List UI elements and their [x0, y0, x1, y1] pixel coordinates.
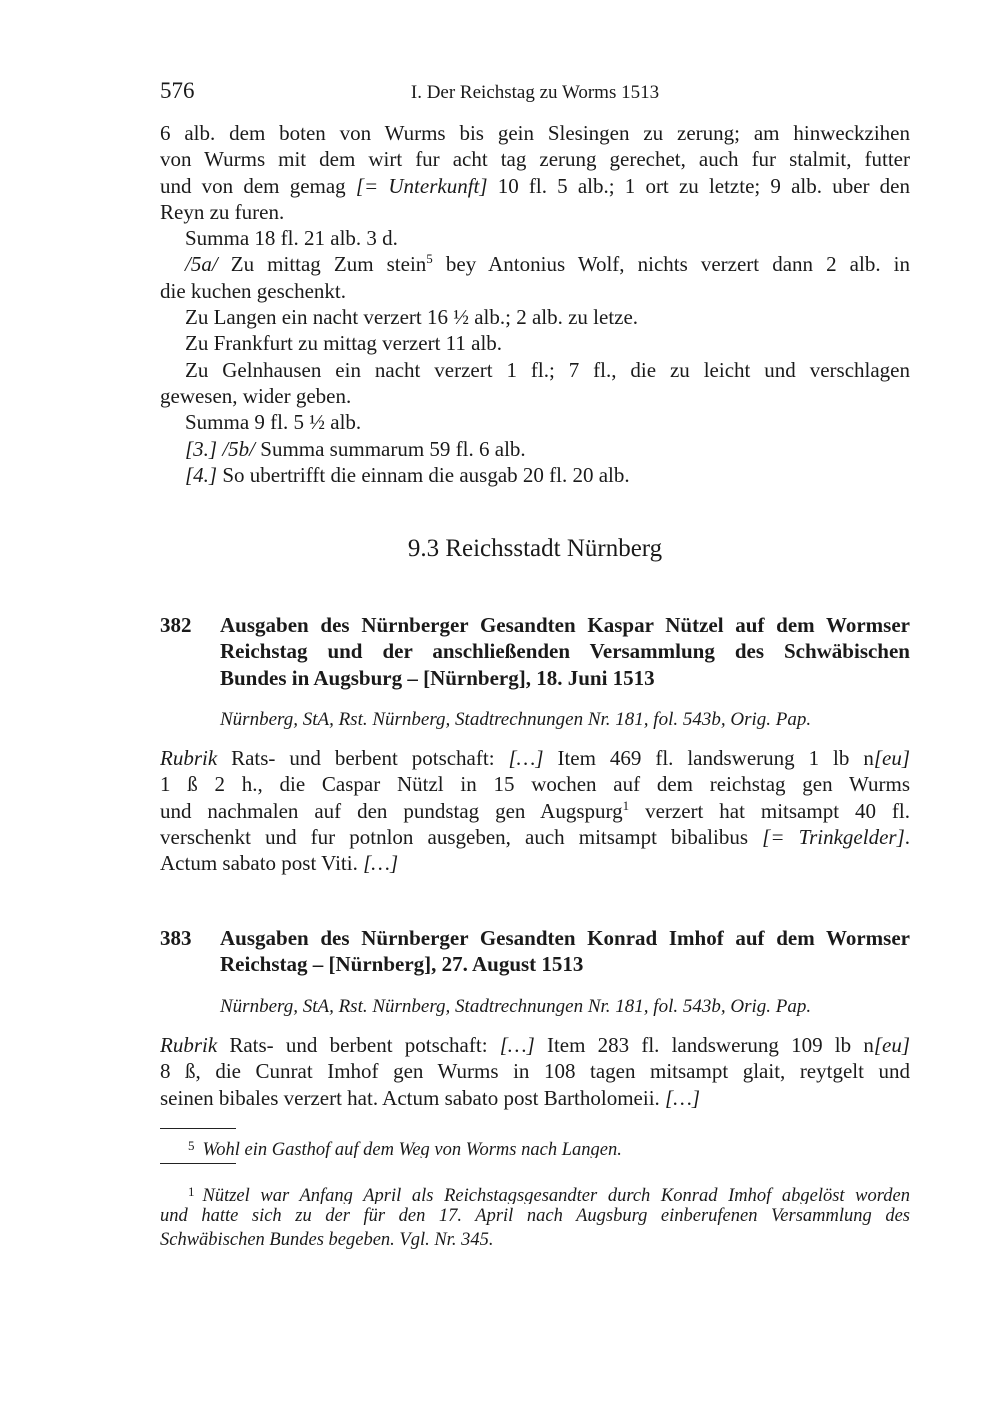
text-line — [160, 304, 910, 330]
text-line — [160, 330, 910, 356]
text-line — [160, 1032, 910, 1058]
text-segment: [eu] — [873, 746, 910, 770]
entry-body — [160, 745, 910, 876]
text-line — [160, 436, 910, 462]
text-segment: die kuchen geschenkt. — [160, 278, 347, 303]
text-segment: Ausgaben des Nürnberger Gesandten Kaspar Nützel auf dem Wormser — [220, 613, 910, 637]
text-line — [160, 850, 910, 876]
running-title: I. Der Reichstag zu Worms 1513 — [410, 82, 660, 103]
body-text-continued — [160, 120, 910, 488]
text-segment: Rats- und berbent potschaft: — [217, 1033, 500, 1057]
text-line — [160, 771, 910, 797]
footnote-line — [160, 1228, 910, 1252]
text-segment: Summa 18 fl. 21 alb. 3 d. — [185, 226, 398, 251]
text-line — [160, 409, 910, 435]
footnote-rule — [160, 1163, 236, 1164]
text-line — [220, 951, 910, 977]
entry-number: 382 — [160, 613, 192, 637]
text-segment: Summa summarum 59 fl. 6 alb. — [255, 436, 526, 461]
text-segment: seinen bibales verzert hat. Actum sabato post Bartholomeii. — [160, 1085, 666, 1110]
text-segment: [eu] — [873, 1033, 910, 1057]
footnote-number: 1 — [188, 1184, 195, 1199]
section-title: 9.3 Reichsstadt Nürnberg — [407, 535, 663, 562]
text-segment: Bundes in Augsburg – [Nürnberg], 18. Juni 1513 — [220, 665, 655, 690]
footnote-line — [160, 1180, 910, 1204]
text-segment: [= Unterkunft] — [355, 173, 488, 198]
footnote-text: Wohl ein Gasthof auf dem Weg von Worms nach Langen. — [202, 1140, 622, 1158]
text-line — [160, 199, 910, 225]
text-segment: [4.] — [185, 462, 218, 487]
text-line — [220, 638, 910, 664]
text-line — [160, 745, 910, 771]
footnote-5 — [160, 1134, 910, 1158]
text-line — [220, 612, 910, 638]
text-segment: Zu mittag Zum stein — [217, 252, 427, 277]
text-segment: Item 469 fl. landswerung 1 lb n — [543, 746, 874, 770]
text-line — [160, 462, 910, 488]
footnote-text: und hatte sich zu der für den 17. April nach Augsburg einberufenen Versammlung des — [160, 1206, 910, 1226]
text-segment: Actum sabato post Viti. — [160, 851, 364, 876]
footnote-text: Schwäbischen Bundes begeben. Vgl. Nr. 345. — [160, 1230, 494, 1250]
text-segment: gewesen, wider geben. — [160, 383, 352, 408]
footnote-reference: 1 — [622, 797, 630, 813]
text-segment: von Wurms mit dem wirt fur acht tag zerung gerechet, auch fur stalmit, futter — [160, 147, 910, 172]
text-segment: Rubrik — [160, 1033, 218, 1057]
footnote-line — [160, 1134, 910, 1158]
text-line — [160, 1085, 910, 1111]
text-segment: bey Antonius Wolf, nichts verzert dann 2 alb. in — [432, 252, 910, 277]
text-segment: Rats- und berbent potschaft: — [217, 746, 509, 770]
footnote-reference: 5 — [426, 251, 433, 267]
text-line — [160, 146, 910, 172]
text-segment: . — [904, 824, 910, 849]
text-segment: Reyn zu furen. — [160, 199, 285, 224]
text-line — [160, 798, 910, 824]
text-segment: Summa 9 fl. 5 ½ alb. — [185, 410, 362, 435]
text-segment: […] — [499, 1033, 535, 1057]
text-segment: verschenkt und fur potnlon ausgeben, auch mitsampt bibalibus — [160, 824, 763, 849]
text-line — [160, 120, 910, 146]
entry-number: 383 — [160, 926, 192, 950]
text-line — [160, 1058, 910, 1084]
entry-heading — [220, 925, 910, 978]
text-line — [220, 925, 910, 951]
footnote-line — [160, 1204, 910, 1228]
text-segment: [3.] /5b/ — [185, 436, 256, 461]
text-segment: und von dem gemag — [160, 173, 356, 198]
entry-source: Nürnberg, StA, Rst. Nürnberg, Stadtrechnungen Nr. 181, fol. 543b, Orig. Pap. — [220, 709, 812, 730]
text-line — [160, 225, 910, 251]
text-line — [160, 173, 910, 199]
text-segment: […] — [665, 1085, 701, 1110]
text-segment: Ausgaben des Nürnberger Gesandten Konrad Imhof auf dem Wormser — [220, 926, 910, 950]
text-segment: Zu Langen ein nacht verzert 16 ½ alb.; 2 alb. zu letze. — [185, 305, 639, 330]
text-segment: […] — [363, 851, 399, 876]
footnote-text: Nützel war Anfang April als Reichstagsgesandter durch Konrad Imhof abgelöst worden — [202, 1186, 910, 1204]
entry-body — [160, 1032, 910, 1111]
text-line — [160, 383, 910, 409]
footnote-rule — [160, 1128, 236, 1129]
text-segment: […] — [508, 746, 544, 770]
text-segment: Zu Frankfurt zu mittag verzert 11 alb. — [185, 331, 503, 356]
text-segment: [= Trinkgelder] — [762, 824, 905, 849]
text-segment: 8 ß, die Cunrat Imhof gen Wurms in 108 tagen mitsampt glait, reytgelt und — [160, 1059, 910, 1084]
text-line — [220, 665, 910, 691]
text-segment: Zu Gelnhausen ein nacht verzert 1 fl.; 7 fl., die zu leicht und verschlagen — [185, 357, 910, 382]
text-segment: Item 283 fl. landswerung 109 lb n — [534, 1033, 874, 1057]
footnote-1 — [160, 1180, 910, 1252]
text-segment: 1 ß 2 h., die Caspar Nützl in 15 wochen auf dem reichstag gen Wurms — [160, 772, 910, 797]
page-number: 576 — [160, 78, 195, 103]
footnote-number: 5 — [188, 1138, 195, 1153]
text-segment: Reichstag und der anschließenden Versammlung des Schwäbischen — [220, 639, 910, 664]
text-line — [160, 251, 910, 277]
text-segment: Reichstag – [Nürnberg], 27. August 1513 — [220, 952, 584, 977]
text-line — [160, 824, 910, 850]
text-segment: /5a/ — [185, 252, 218, 277]
text-segment: und nachmalen auf den pundstag gen Augspurg — [160, 798, 623, 823]
text-segment: So ubertrifft die einnam die ausgab 20 fl. 20 alb. — [217, 462, 630, 487]
text-line — [160, 357, 910, 383]
entry-source: Nürnberg, StA, Rst. Nürnberg, Stadtrechnungen Nr. 181, fol. 543b, Orig. Pap. — [220, 996, 812, 1017]
text-line — [160, 278, 910, 304]
text-segment: Rubrik — [160, 746, 218, 770]
text-segment: verzert hat mitsampt 40 fl. — [629, 798, 910, 823]
text-segment: 10 fl. 5 alb.; 1 ort zu letzte; 9 alb. uber den — [487, 173, 910, 198]
text-segment: 6 alb. dem boten von Wurms bis gein Slesingen zu zerung; am hinweckzihen — [160, 121, 910, 145]
entry-heading — [220, 612, 910, 691]
